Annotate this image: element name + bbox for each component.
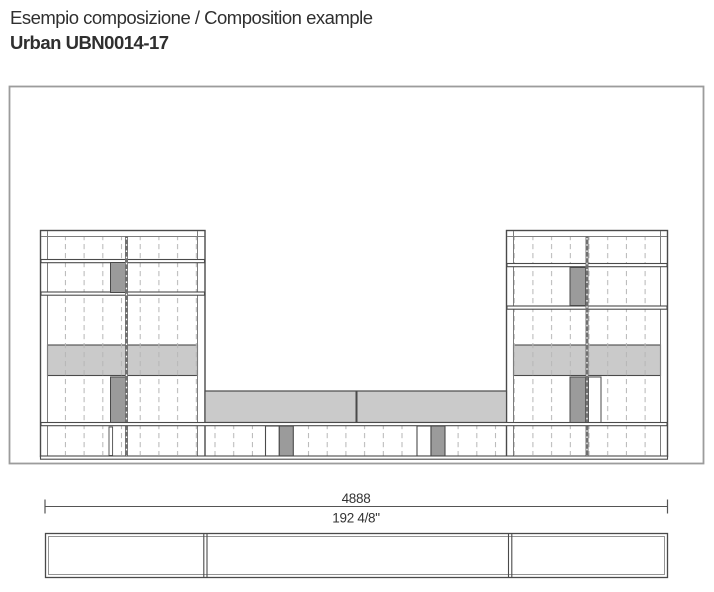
dimension-line <box>45 491 668 526</box>
dimension-inches-label: 192 4/8" <box>332 510 380 526</box>
lowboard-insert-gray-left <box>279 426 293 456</box>
long-shelf-line <box>41 423 667 426</box>
right-unit-side-panel <box>589 377 602 423</box>
lowboard-insert-gray-right <box>431 426 445 456</box>
left-unit-accent-panel-upper <box>111 263 127 293</box>
dimension-mm-label: 4888 <box>341 491 371 506</box>
page-title: Esempio composizione / Composition example <box>10 7 373 28</box>
left-unit-bottom-divider <box>109 427 113 456</box>
right-unit-accent-panel-upper <box>570 268 586 306</box>
right-unit-accent-panel-lower <box>570 377 586 423</box>
left-unit-accent-panel-lower <box>111 377 127 423</box>
lowboard-dash-guides <box>206 426 507 456</box>
model-code: Urban UBN0014-17 <box>10 32 169 53</box>
base-line <box>41 456 668 459</box>
plan-view <box>46 534 668 578</box>
lowboard-insert-white-right <box>417 426 431 456</box>
lowboard-insert-white-left <box>266 426 280 456</box>
